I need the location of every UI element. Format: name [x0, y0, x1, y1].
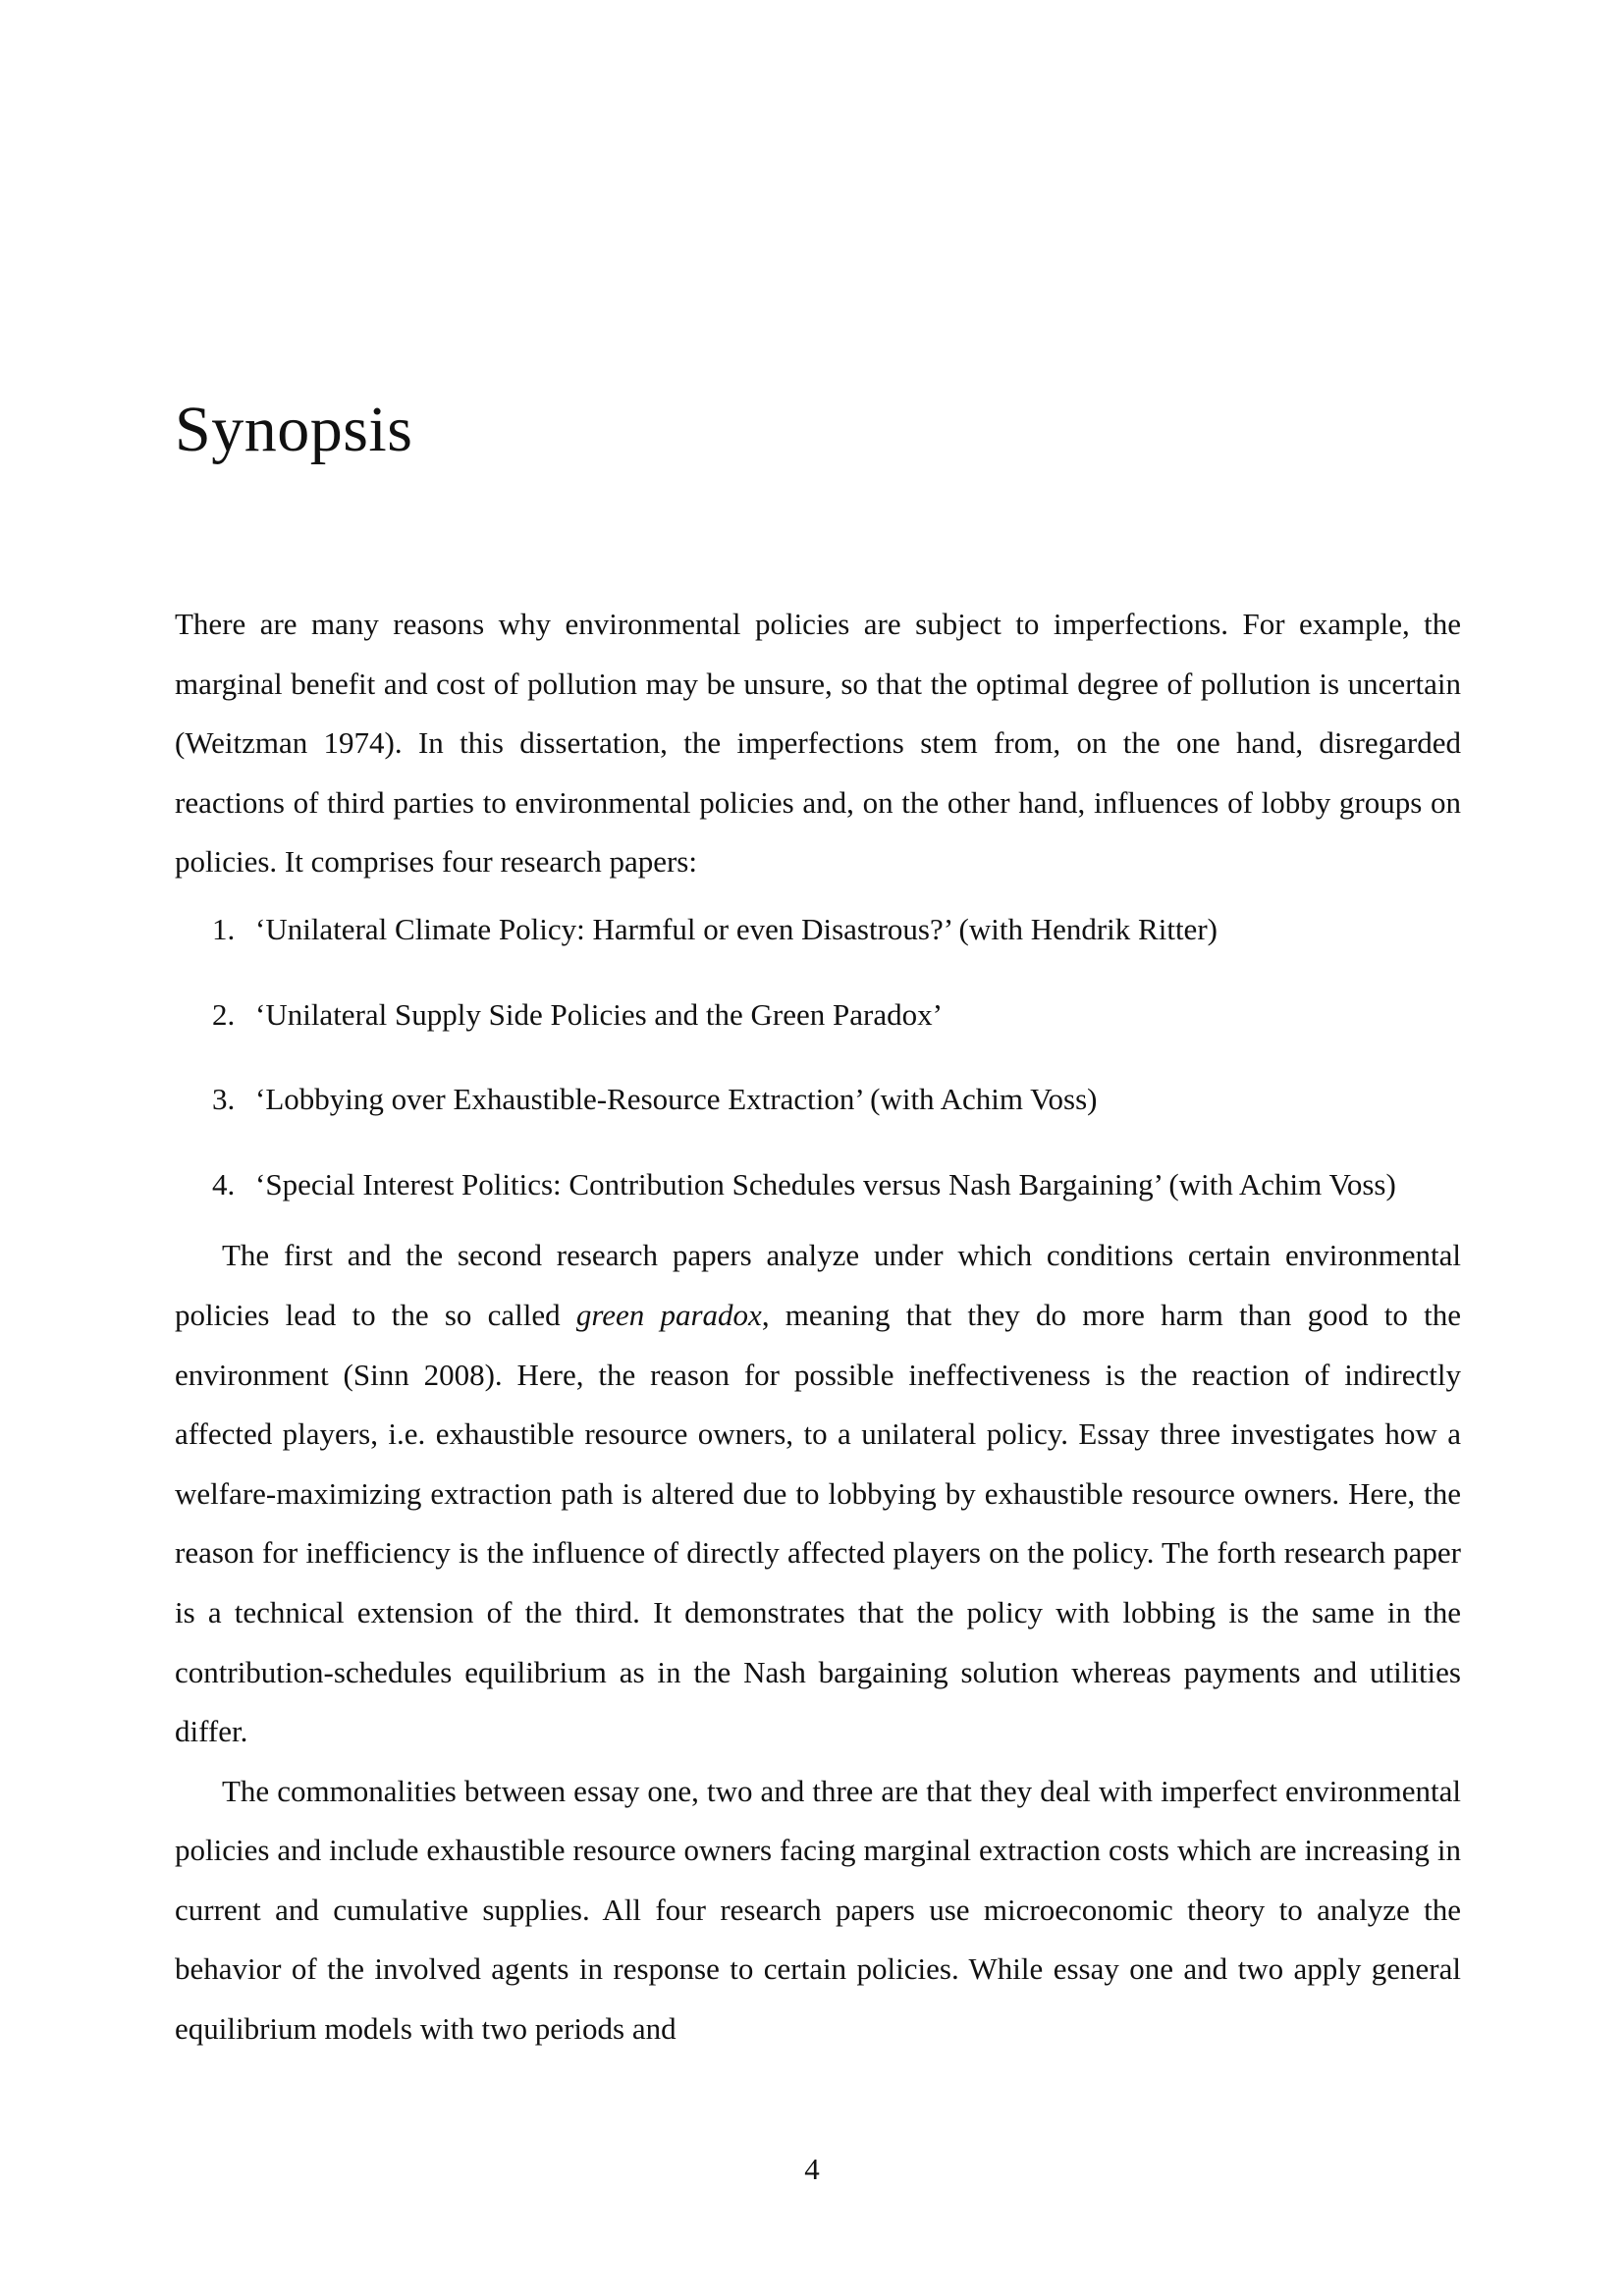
- list-item: [175, 986, 1461, 1045]
- list-item-number: 3.: [212, 1082, 236, 1117]
- list-item: [175, 1155, 1461, 1215]
- emphasized-term: green paradox: [575, 1297, 762, 1332]
- list-item-title: ‘Unilateral Supply Side Policies and the Green Paradox’: [255, 996, 943, 1032]
- list-item-title: ‘Unilateral Climate Policy: Harmful or even Disastrous?’ (with Hendrik Ritter): [255, 911, 1218, 946]
- chapter-title: Synopsis: [175, 394, 413, 465]
- list-item-number: 1.: [212, 911, 236, 946]
- paragraph-text: , meaning that they do more harm than good to the environment (Sinn 2008). Here, the reason for possible ineffectiveness is the reaction of indirectly affected players, i.e. exhaustible resource owners, to a unilateral policy. Essay three investigates how a welfare-maximizing extraction path is altered due to lobbying by exhaustible resource owners. Here, the reason for inefficiency is the influence of directly affected players on the policy. The forth research paper is a technical extension of the third. It demonstrates that the policy with lobbing is the same in the contribution-schedules equilibrium as in the Nash bargaining solution whereas payments and utilities differ.: [175, 1297, 1461, 1749]
- list-item-number: 4.: [212, 1166, 236, 1201]
- list-item-title: ‘Lobbying over Exhaustible-Resource Extraction’ (with Achim Voss): [255, 1082, 1098, 1117]
- list-item: [175, 900, 1461, 960]
- paragraph-green-paradox: [175, 1226, 1461, 1761]
- paragraph-text: The first and the second research papers analyze under which conditions certain environmental policies lead to the so called: [175, 1238, 1461, 1332]
- list-item-number: 2.: [212, 996, 236, 1032]
- intro-paragraph: There are many reasons why environmental policies are subject to imperfections. For example, the marginal benefit and cost of pollution may be unsure, so that the optimal degree of pollution is uncertain (Weitzman 1974). In this dissertation, the imperfections stem from, on the one hand, disregarded reactions of third parties to environmental policies and, on the other hand, influences of lobby groups on policies. It comprises four research papers:: [175, 607, 1461, 880]
- page-number: 4: [804, 2152, 820, 2186]
- list-item: [175, 1070, 1461, 1130]
- paragraph-commonalities: The commonalities between essay one, two and three are that they deal with imperfect environmental policies and include exhaustible resource owners facing marginal extraction costs which are increasing in current and cumulative supplies. All four research papers use microeconomic theory to analyze the behavior of the involved agents in response to certain policies. While essay one and two apply general equilibrium models with two periods and: [175, 1773, 1461, 2047]
- list-item-title: ‘Special Interest Politics: Contribution Schedules versus Nash Bargaining’ (with Achim Voss): [255, 1166, 1396, 1201]
- body-text: [175, 595, 1461, 2059]
- research-papers-list: [175, 900, 1461, 1214]
